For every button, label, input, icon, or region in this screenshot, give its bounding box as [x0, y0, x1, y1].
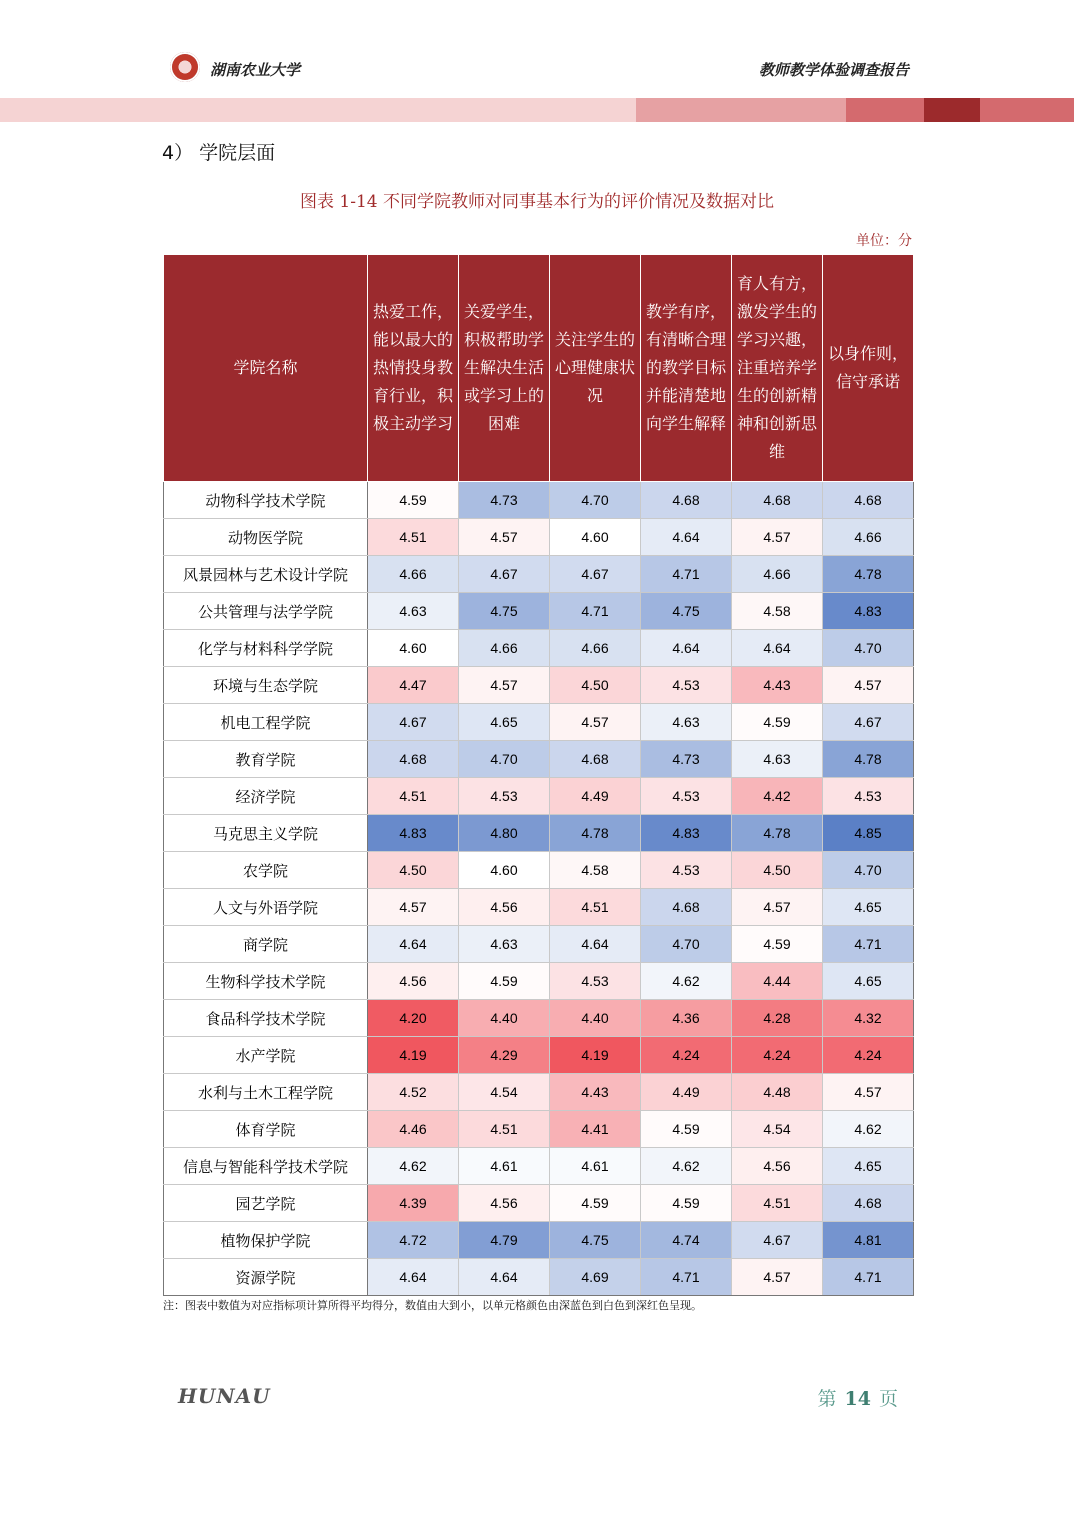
college-name-cell: 教育学院 [164, 741, 368, 778]
score-cell: 4.65 [823, 1148, 914, 1185]
header-school-name: 湖南农业大学 [210, 61, 301, 79]
score-cell: 4.59 [641, 1111, 732, 1148]
score-cell: 4.57 [823, 667, 914, 704]
score-cell: 4.67 [550, 556, 641, 593]
score-cell: 4.53 [641, 778, 732, 815]
score-cell: 4.40 [550, 1000, 641, 1037]
table-header-row [164, 255, 914, 482]
table-body [164, 482, 914, 1296]
unit-label: 单位：分 [856, 233, 912, 249]
score-cell: 4.51 [732, 1185, 823, 1222]
college-name-cell: 公共管理与法学学院 [164, 593, 368, 630]
table-row [164, 889, 914, 926]
score-cell: 4.67 [459, 556, 550, 593]
score-cell: 4.58 [732, 593, 823, 630]
table-row [164, 1222, 914, 1259]
score-cell: 4.53 [641, 667, 732, 704]
score-cell: 4.64 [459, 1259, 550, 1296]
score-cell: 4.19 [368, 1037, 459, 1074]
table-row [164, 1148, 914, 1185]
column-header-education-method: 育人有方，激发学生的学习兴趣，注重培养学生的创新精神和创新思维 [732, 255, 823, 482]
score-cell: 4.57 [459, 667, 550, 704]
score-cell: 4.75 [550, 1222, 641, 1259]
score-cell: 4.68 [641, 889, 732, 926]
score-cell: 4.39 [368, 1185, 459, 1222]
score-cell: 4.59 [368, 482, 459, 519]
score-cell: 4.60 [459, 852, 550, 889]
score-cell: 4.24 [823, 1037, 914, 1074]
score-cell: 4.61 [459, 1148, 550, 1185]
table-row [164, 1111, 914, 1148]
score-cell: 4.83 [641, 815, 732, 852]
table-row [164, 741, 914, 778]
score-cell: 4.65 [823, 963, 914, 1000]
score-cell: 4.78 [550, 815, 641, 852]
table-row [164, 593, 914, 630]
score-cell: 4.43 [550, 1074, 641, 1111]
page-suffix: 页 [878, 1388, 898, 1410]
score-cell: 4.53 [459, 778, 550, 815]
table-row [164, 963, 914, 1000]
score-cell: 4.42 [732, 778, 823, 815]
score-cell: 4.64 [732, 630, 823, 667]
score-cell: 4.62 [641, 1148, 732, 1185]
score-cell: 4.46 [368, 1111, 459, 1148]
college-name-cell: 水利与土木工程学院 [164, 1074, 368, 1111]
table-row [164, 482, 914, 519]
table-caption: 图表 1-14 不同学院教师对同事基本行为的评价情况及数据对比 [300, 192, 774, 212]
score-cell: 4.65 [823, 889, 914, 926]
score-cell: 4.64 [368, 926, 459, 963]
score-cell: 4.56 [459, 1185, 550, 1222]
header-report-title: 教师教学体验调查报告 [758, 61, 909, 79]
score-cell: 4.52 [368, 1074, 459, 1111]
table-row [164, 667, 914, 704]
college-name-cell: 农学院 [164, 852, 368, 889]
score-cell: 4.60 [550, 519, 641, 556]
score-cell: 4.20 [368, 1000, 459, 1037]
score-cell: 4.71 [641, 556, 732, 593]
score-cell: 4.63 [368, 593, 459, 630]
score-cell: 4.80 [459, 815, 550, 852]
table-row [164, 556, 914, 593]
score-cell: 4.53 [550, 963, 641, 1000]
score-cell: 4.68 [550, 741, 641, 778]
score-cell: 4.49 [550, 778, 641, 815]
table-row [164, 852, 914, 889]
college-name-cell: 资源学院 [164, 1259, 368, 1296]
score-cell: 4.68 [641, 482, 732, 519]
score-cell: 4.78 [823, 556, 914, 593]
table-row [164, 1259, 914, 1296]
college-name-cell: 经济学院 [164, 778, 368, 815]
score-cell: 4.29 [459, 1037, 550, 1074]
score-cell: 4.48 [732, 1074, 823, 1111]
score-cell: 4.70 [823, 630, 914, 667]
college-name-cell: 机电工程学院 [164, 704, 368, 741]
college-name-cell: 动物医学院 [164, 519, 368, 556]
score-cell: 4.50 [732, 852, 823, 889]
score-cell: 4.83 [368, 815, 459, 852]
score-cell: 4.36 [641, 1000, 732, 1037]
score-cell: 4.63 [641, 704, 732, 741]
college-name-cell: 化学与材料科学学院 [164, 630, 368, 667]
score-cell: 4.64 [368, 1259, 459, 1296]
score-cell: 4.83 [823, 593, 914, 630]
score-cell: 4.47 [368, 667, 459, 704]
score-cell: 4.62 [823, 1111, 914, 1148]
college-name-cell: 风景园林与艺术设计学院 [164, 556, 368, 593]
score-cell: 4.66 [732, 556, 823, 593]
college-name-cell: 环境与生态学院 [164, 667, 368, 704]
score-cell: 4.41 [550, 1111, 641, 1148]
table-row [164, 1000, 914, 1037]
score-cell: 4.70 [550, 482, 641, 519]
column-header-college: 学院名称 [164, 255, 368, 482]
score-cell: 4.63 [459, 926, 550, 963]
score-cell: 4.66 [823, 519, 914, 556]
score-cell: 4.60 [368, 630, 459, 667]
table-note: 注：图表中数值为对应指标项计算所得平均得分，数值由大到小，以单元格颜色由深蓝色到白色到深红色呈现。 [163, 1299, 702, 1312]
score-cell: 4.28 [732, 1000, 823, 1037]
college-name-cell: 商学院 [164, 926, 368, 963]
score-cell: 4.62 [641, 963, 732, 1000]
score-cell: 4.56 [732, 1148, 823, 1185]
score-cell: 4.61 [550, 1148, 641, 1185]
score-cell: 4.64 [641, 519, 732, 556]
score-cell: 4.68 [368, 741, 459, 778]
score-cell: 4.50 [368, 852, 459, 889]
score-cell: 4.71 [641, 1259, 732, 1296]
college-name-cell: 体育学院 [164, 1111, 368, 1148]
score-cell: 4.59 [732, 926, 823, 963]
score-cell: 4.50 [550, 667, 641, 704]
score-cell: 4.57 [550, 704, 641, 741]
score-cell: 4.74 [641, 1222, 732, 1259]
score-cell: 4.51 [368, 778, 459, 815]
section-title: 4） 学院层面 [162, 142, 276, 164]
score-cell: 4.58 [550, 852, 641, 889]
score-cell: 4.51 [550, 889, 641, 926]
score-cell: 4.54 [459, 1074, 550, 1111]
table-row [164, 630, 914, 667]
score-cell: 4.57 [732, 889, 823, 926]
score-cell: 4.75 [459, 593, 550, 630]
column-header-mental-health: 关注学生的心理健康状况 [550, 255, 641, 482]
column-header-teaching-order: 教学有序，有清晰合理的教学目标并能清楚地向学生解释 [641, 255, 732, 482]
score-cell: 4.59 [732, 704, 823, 741]
score-cell: 4.57 [823, 1074, 914, 1111]
college-name-cell: 人文与外语学院 [164, 889, 368, 926]
score-cell: 4.66 [368, 556, 459, 593]
score-cell: 4.67 [823, 704, 914, 741]
score-cell: 4.54 [732, 1111, 823, 1148]
score-cell: 4.62 [368, 1148, 459, 1185]
score-cell: 4.70 [459, 741, 550, 778]
score-cell: 4.24 [641, 1037, 732, 1074]
score-cell: 4.64 [641, 630, 732, 667]
college-name-cell: 园艺学院 [164, 1185, 368, 1222]
table-row [164, 704, 914, 741]
evaluation-table [163, 254, 914, 1296]
score-cell: 4.71 [823, 926, 914, 963]
footer-page-number [818, 1384, 898, 1411]
score-cell: 4.53 [641, 852, 732, 889]
footer-brand: HUNAU [178, 1384, 271, 1408]
score-cell: 4.71 [550, 593, 641, 630]
column-header-integrity: 以身作则，信守承诺 [823, 255, 914, 482]
score-cell: 4.66 [550, 630, 641, 667]
college-name-cell: 水产学院 [164, 1037, 368, 1074]
score-cell: 4.78 [732, 815, 823, 852]
score-cell: 4.85 [823, 815, 914, 852]
score-cell: 4.51 [459, 1111, 550, 1148]
score-cell: 4.59 [641, 1185, 732, 1222]
score-cell: 4.59 [550, 1185, 641, 1222]
score-cell: 4.53 [823, 778, 914, 815]
score-cell: 4.73 [459, 482, 550, 519]
column-header-passion: 热爱工作，能以最大的热情投身教育行业，积极主动学习 [368, 255, 459, 482]
score-cell: 4.72 [368, 1222, 459, 1259]
score-cell: 4.56 [459, 889, 550, 926]
column-header-care: 关爱学生，积极帮助学生解决生活或学习上的困难 [459, 255, 550, 482]
score-cell: 4.67 [368, 704, 459, 741]
score-cell: 4.57 [368, 889, 459, 926]
score-cell: 4.57 [732, 1259, 823, 1296]
table-row [164, 815, 914, 852]
score-cell: 4.73 [641, 741, 732, 778]
page-number: 14 [844, 1388, 871, 1410]
score-cell: 4.57 [459, 519, 550, 556]
score-cell: 4.63 [732, 741, 823, 778]
score-cell: 4.70 [823, 852, 914, 889]
score-cell: 4.57 [732, 519, 823, 556]
score-cell: 4.43 [732, 667, 823, 704]
score-cell: 4.51 [368, 519, 459, 556]
score-cell: 4.68 [732, 482, 823, 519]
score-cell: 4.75 [641, 593, 732, 630]
table-row [164, 519, 914, 556]
page-prefix: 第 [817, 1388, 837, 1410]
table-row [164, 1037, 914, 1074]
score-cell: 4.79 [459, 1222, 550, 1259]
score-cell: 4.69 [550, 1259, 641, 1296]
score-cell: 4.66 [459, 630, 550, 667]
college-name-cell: 马克思主义学院 [164, 815, 368, 852]
college-name-cell: 信息与智能科学技术学院 [164, 1148, 368, 1185]
score-cell: 4.24 [732, 1037, 823, 1074]
score-cell: 4.59 [459, 963, 550, 1000]
table-row [164, 1074, 914, 1111]
college-name-cell: 动物科学技术学院 [164, 482, 368, 519]
score-cell: 4.71 [823, 1259, 914, 1296]
score-cell: 4.68 [823, 1185, 914, 1222]
table-row [164, 1185, 914, 1222]
score-cell: 4.56 [368, 963, 459, 1000]
score-cell: 4.67 [732, 1222, 823, 1259]
score-cell: 4.49 [641, 1074, 732, 1111]
score-cell: 4.70 [641, 926, 732, 963]
score-cell: 4.19 [550, 1037, 641, 1074]
college-name-cell: 食品科学技术学院 [164, 1000, 368, 1037]
score-cell: 4.78 [823, 741, 914, 778]
score-cell: 4.64 [550, 926, 641, 963]
university-logo [170, 52, 200, 82]
score-cell: 4.65 [459, 704, 550, 741]
college-name-cell: 植物保护学院 [164, 1222, 368, 1259]
table-row [164, 926, 914, 963]
college-name-cell: 生物科学技术学院 [164, 963, 368, 1000]
score-cell: 4.32 [823, 1000, 914, 1037]
score-cell: 4.81 [823, 1222, 914, 1259]
table-row [164, 778, 914, 815]
score-cell: 4.44 [732, 963, 823, 1000]
score-cell: 4.40 [459, 1000, 550, 1037]
score-cell: 4.68 [823, 482, 914, 519]
